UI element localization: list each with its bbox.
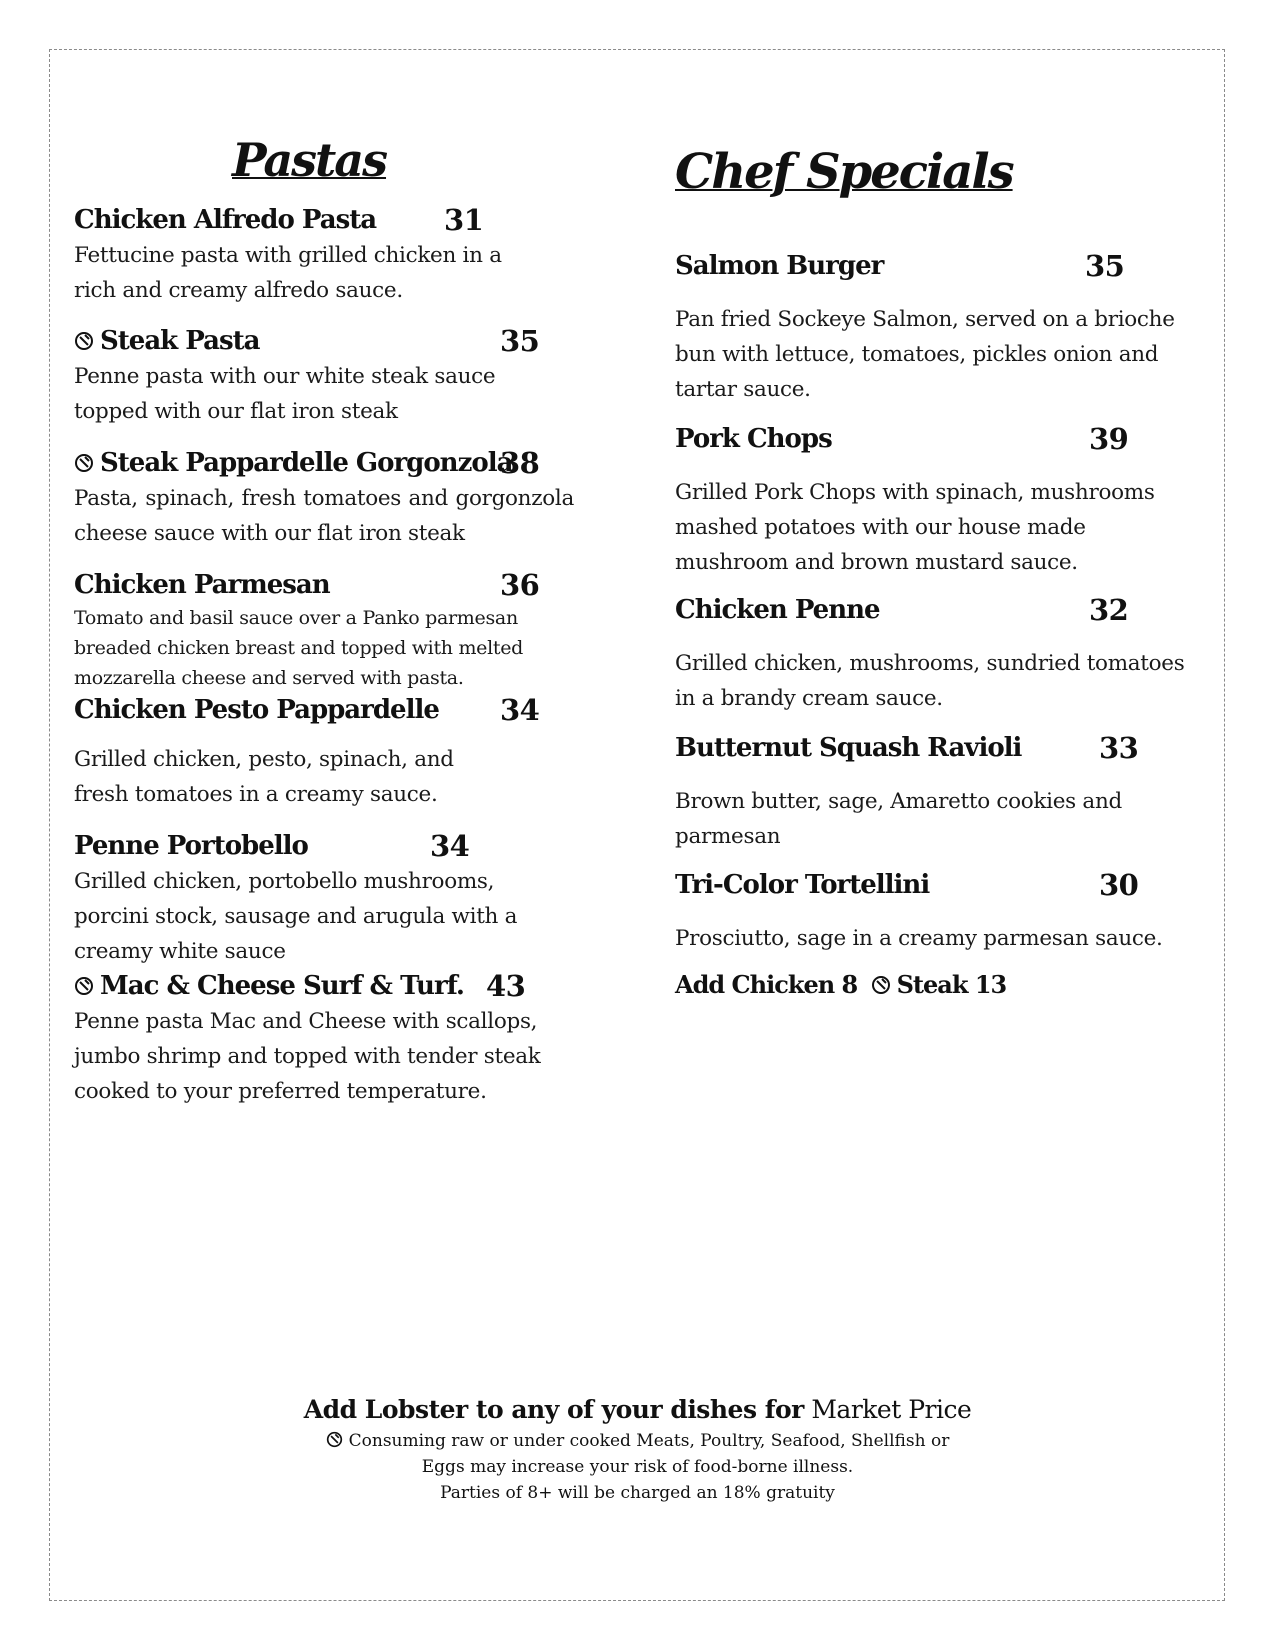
- menu-item-pork-chops: [675, 421, 1195, 580]
- item-price: 34: [430, 829, 470, 863]
- menu-item-steak-pasta: [74, 323, 604, 429]
- item-price: 38: [500, 446, 540, 480]
- item-price: 33: [1099, 731, 1139, 765]
- item-description: Brown butter, sage, Amaretto cookies and parmesan: [675, 789, 1122, 849]
- item-price: 34: [500, 693, 540, 727]
- menu-item-salmon-burger: [675, 248, 1195, 407]
- menu-item-chicken-parmesan: [74, 567, 604, 693]
- item-description: Penne pasta Mac and Cheese with scallops, jumbo shrimp and topped with tender steak cooked to your preferred temperature.: [74, 1009, 541, 1104]
- item-description: Penne pasta with our white steak sauce topped with our flat iron steak: [74, 364, 496, 424]
- menu-footer: [0, 1392, 1275, 1506]
- menu-item-steak-pappardelle: [74, 445, 604, 551]
- gratuity-note: Parties of 8+ will be charged an 18% gratuity: [440, 1483, 835, 1503]
- item-name-wrap: [74, 445, 512, 481]
- item-name: Steak Pappardelle Gorgonzola: [100, 448, 513, 478]
- item-description: Grilled chicken, portobello mushrooms, porcini stock, sausage and arugula with a creamy white sauce: [74, 869, 518, 964]
- raw-warning-line-1: [0, 1428, 1275, 1454]
- item-name: Chicken Alfredo Pasta: [74, 205, 377, 235]
- item-name-wrap: [74, 323, 259, 359]
- item-name: Chicken Pesto Pappardelle: [74, 695, 439, 725]
- item-price: 32: [1089, 593, 1129, 627]
- item-price: 43: [486, 969, 526, 1003]
- pastas-title: Pastas: [232, 133, 387, 187]
- add-protein-line: [675, 970, 1006, 999]
- pastas-section: [74, 130, 604, 1104]
- item-name: Chicken Parmesan: [74, 570, 330, 600]
- menu-item-butternut-ravioli: [675, 730, 1195, 854]
- item-price: 31: [444, 203, 484, 237]
- item-name-wrap: [74, 968, 464, 1004]
- warning-text-1: Consuming raw or under cooked Meats, Poultry, Seafood, Shellfish or: [348, 1431, 950, 1451]
- item-description: Grilled Pork Chops with spinach, mushrooms mashed potatoes with our house made mushroom and brown mustard sauce.: [675, 480, 1155, 575]
- item-description: Tomato and basil sauce over a Panko parmesan breaded chicken breast and topped with melted mozzarella cheese and served with pasta.: [74, 607, 524, 689]
- item-description: Grilled chicken, pesto, spinach, and fresh tomatoes in a creamy sauce.: [74, 747, 454, 807]
- item-name: Salmon Burger: [675, 251, 884, 281]
- raw-warning-line-2: Eggs may increase your risk of food-borne illness.: [421, 1457, 854, 1477]
- lobster-note-bold: Add Lobster to any of your dishes for: [303, 1395, 804, 1424]
- item-name: Penne Portobello: [74, 831, 308, 861]
- chef-specials-title: Chef Specials: [675, 144, 1013, 200]
- item-price: 39: [1089, 422, 1129, 456]
- item-name: Steak Pasta: [100, 326, 260, 356]
- raw-warning-icon: [326, 1431, 343, 1448]
- item-description: Prosciutto, sage in a creamy parmesan sauce.: [675, 926, 1163, 951]
- raw-warning-icon: [74, 976, 94, 996]
- menu-item-chicken-penne: [675, 592, 1195, 716]
- menu-item-mac-cheese: [74, 968, 604, 1109]
- chef-specials-section: [675, 140, 1195, 999]
- menu-item-chicken-alfredo: [74, 202, 604, 308]
- item-name: Chicken Penne: [675, 595, 880, 625]
- item-name: Tri-Color Tortellini: [675, 870, 930, 900]
- item-description: Grilled chicken, mushrooms, sundried tomatoes in a brandy cream sauce.: [675, 651, 1185, 711]
- item-price: 36: [500, 568, 540, 602]
- lobster-price: Market Price: [811, 1395, 972, 1424]
- item-price: 35: [1085, 249, 1125, 283]
- raw-warning-icon: [74, 331, 94, 351]
- item-name: Mac & Cheese Surf & Turf.: [100, 971, 464, 1001]
- lobster-note: [0, 1392, 1275, 1428]
- add-chicken-text: Add Chicken 8: [675, 970, 858, 999]
- item-name: Pork Chops: [675, 424, 832, 454]
- item-description: Pasta, spinach, fresh tomatoes and gorgonzola cheese sauce with our flat iron steak: [74, 486, 574, 546]
- item-price: 35: [500, 324, 540, 358]
- menu-item-penne-portobello: [74, 828, 604, 969]
- menu-item-tortellini: [675, 867, 1195, 956]
- raw-warning-icon: [74, 453, 94, 473]
- menu-item-chicken-pesto: [74, 692, 604, 812]
- item-name: Butternut Squash Ravioli: [675, 733, 1022, 763]
- item-price: 30: [1099, 868, 1139, 902]
- add-steak-text: Steak 13: [896, 970, 1007, 999]
- item-description: Fettucine pasta with grilled chicken in a rich and creamy alfredo sauce.: [74, 243, 502, 303]
- raw-warning-icon: [871, 975, 891, 995]
- item-description: Pan fried Sockeye Salmon, served on a brioche bun with lettuce, tomatoes, pickles onion and tartar sauce.: [675, 307, 1175, 402]
